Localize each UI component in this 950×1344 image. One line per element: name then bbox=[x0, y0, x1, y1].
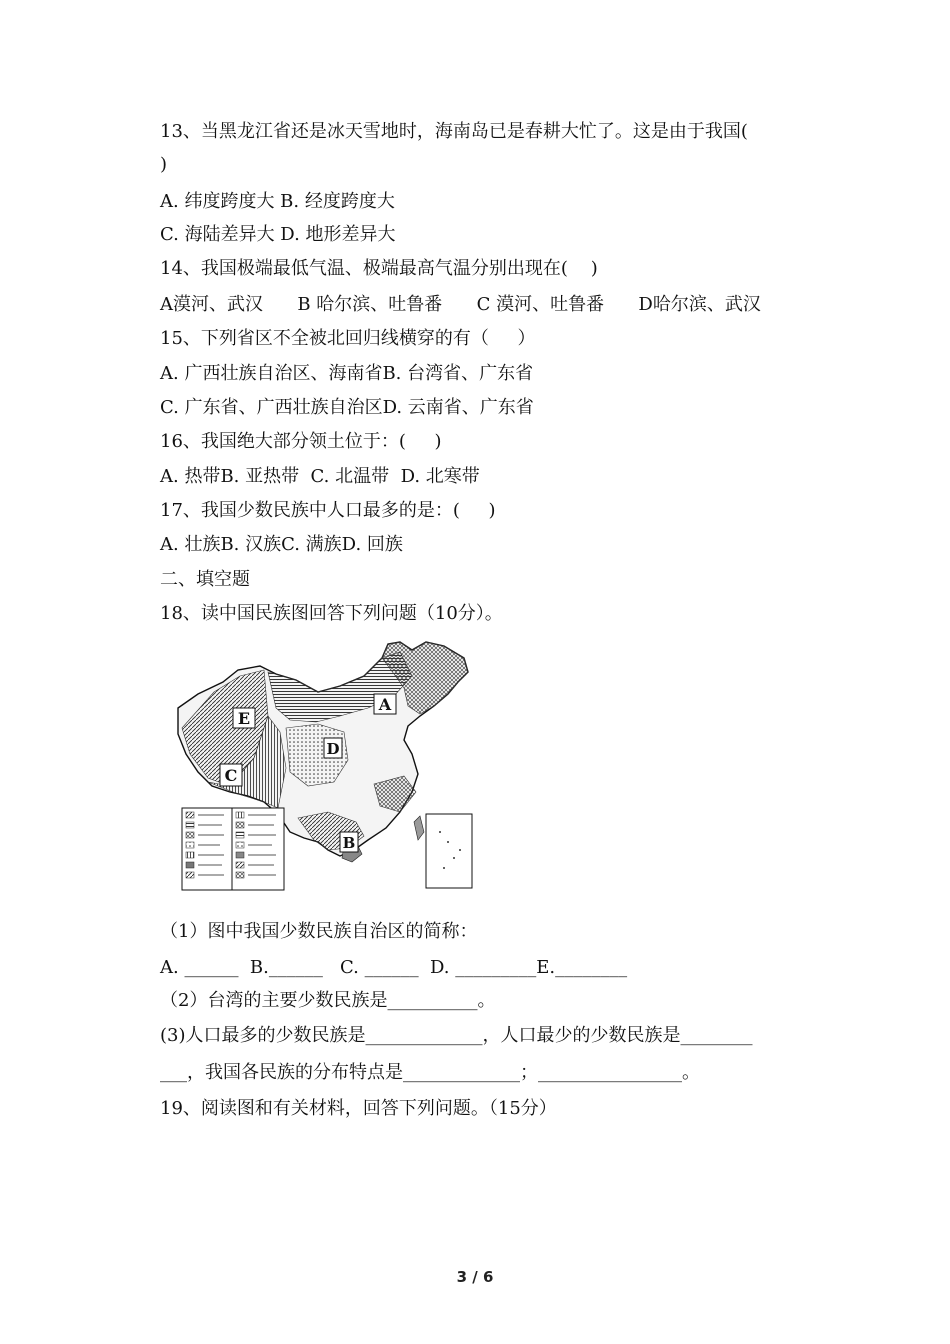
text-line: A. 热带B. 亚热带 C. 北温带 D. 北寒带 bbox=[160, 466, 480, 487]
text-line: A. 广西壮族自治区、海南省B. 台湾省、广东省 bbox=[160, 363, 534, 384]
text-line: A. 壮族B. 汉族C. 满族D. 回族 bbox=[160, 534, 403, 555]
map-label-d: D bbox=[326, 740, 340, 758]
map-label-b: B bbox=[342, 834, 356, 852]
text-line: 14、我国极端最低气温、极端最高气温分别出现在( ) bbox=[160, 258, 598, 279]
china-ethnic-map bbox=[168, 636, 478, 894]
text-line: 15、下列省区不全被北回归线横穿的有（ ） bbox=[160, 328, 536, 349]
text-line: C. 海陆差异大 D. 地形差异大 bbox=[160, 224, 396, 245]
text-line: C. 广东省、广西壮族自治区D. 云南省、广东省 bbox=[160, 397, 534, 418]
text-line: 19、阅读图和有关材料，回答下列问题。（15分） bbox=[160, 1098, 557, 1119]
text-line: (3)人口最多的少数民族是_____________，人口最少的少数民族是________ bbox=[160, 1025, 753, 1046]
text-line: A. 纬度跨度大 B. 经度跨度大 bbox=[160, 191, 395, 212]
text-line: 17、我国少数民族中人口最多的是：( ) bbox=[160, 500, 496, 521]
map-label-e: E bbox=[237, 709, 251, 728]
text-line: ___，我国各民族的分布特点是_____________；________________。 bbox=[160, 1062, 700, 1083]
text-line: 13、当黑龙江省还是冰天雪地时，海南岛已是春耕大忙了。这是由于我国( bbox=[160, 121, 748, 142]
text-line: A漠河、武汉 B 哈尔滨、吐鲁番 C 漠河、吐鲁番 D哈尔滨、武汉 bbox=[160, 294, 761, 315]
text-line: （1）图中我国少数民族自治区的简称： bbox=[160, 921, 478, 942]
page-number: 3 / 6 bbox=[456, 1268, 494, 1286]
text-line: A. ______ B.______ C. ______ D. _________E.________ bbox=[160, 957, 628, 978]
map-label-a: A bbox=[378, 695, 392, 714]
text-line: （2）台湾的主要少数民族是__________。 bbox=[160, 990, 496, 1011]
map-label-c: C bbox=[224, 766, 238, 785]
text-line: ) bbox=[160, 154, 168, 175]
text-line: 16、我国绝大部分领土位于：( ) bbox=[160, 431, 442, 452]
text-line: 二、填空题 bbox=[160, 569, 250, 590]
text-line: 18、读中国民族图回答下列问题（10分）。 bbox=[160, 603, 503, 624]
